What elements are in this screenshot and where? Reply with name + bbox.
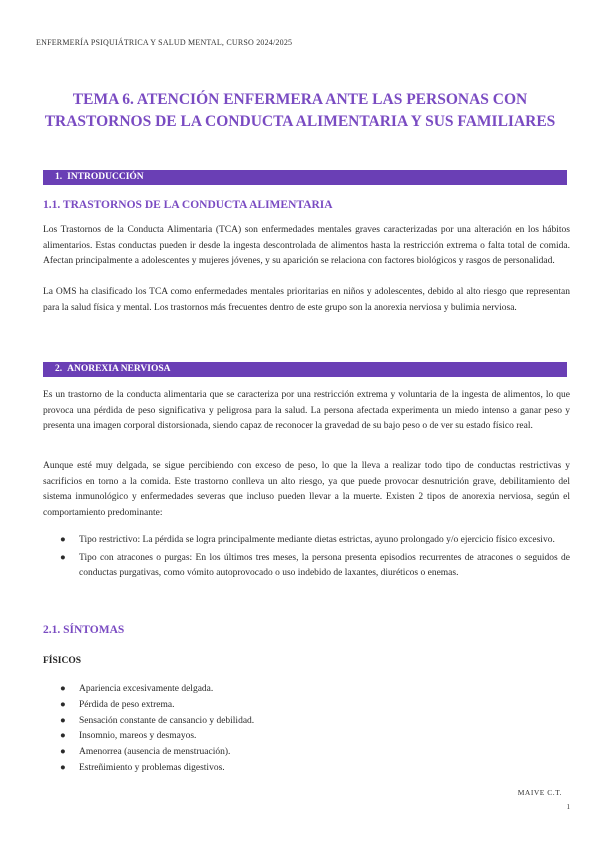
page-title — [40, 89, 560, 133]
paragraph-tca-2: La OMS ha clasificado los TCA como enfermedades mentales prioritarias en niños y adolescentes, debido al alto riesgo que representan para la salud física y mental. Los trastornos más frecuentes dentro de este grupo son la anorexia nerviosa y bulimia nerviosa. — [43, 287, 570, 313]
section-number: 1. — [55, 172, 63, 182]
list-item-text: Sensación constante de cansancio y debilidad. — [79, 715, 255, 726]
page-number: 1 — [566, 803, 570, 811]
bullet-icon: ● — [60, 715, 66, 726]
list-item — [60, 551, 570, 582]
bullet-icon: ● — [60, 762, 66, 773]
paragraph-tca-1: Los Trastornos de la Conducta Alimentaria (TCA) son enfermedades mentales graves caracterizadas por una alteración en los hábitos alimentarios. Estas conductas pueden ir desde la ingesta descontrolada de alimentos hasta la restricción extrema o falta total de comida. Afectan principalmente a adolescentes y mujeres jóvenes, y su aparición se relaciona con factores biológicos y rasgos de personalidad. — [43, 225, 570, 267]
list-item — [60, 729, 570, 745]
list-item-text: Insomnio, mareos y desmayos. — [79, 731, 197, 742]
bullet-icon: ● — [60, 747, 66, 758]
subheading-trastornos: 1.1. TRASTORNOS DE LA CONDUCTA ALIMENTARIA — [43, 199, 333, 211]
list-item-text: Amenorrea (ausencia de menstruación). — [79, 747, 231, 758]
physical-symptoms-list — [60, 682, 570, 777]
anorexia-types-list — [60, 533, 570, 582]
section-number: 2. — [55, 364, 63, 374]
list-item — [60, 714, 570, 730]
list-item-text: Estreñimiento y problemas digestivos. — [79, 762, 225, 773]
bullet-icon: ● — [60, 699, 66, 710]
paragraph-anorexia-2: Aunque esté muy delgada, se sigue percibiendo con exceso de peso, lo que la lleva a realizar todo tipo de conductas restrictivas y sacrificios en torno a la comida. Este trastorno conlleva un alto riesgo, ya que puede provocar desnutrición grave, debilitamiento del sistema inmunológico y enfermedades severas que incluso pueden llevar a la muerte. Existen 2 tipos de anorexia nerviosa, según el comportamiento predominante: — [43, 461, 570, 518]
paragraph-anorexia-1: Es un trastorno de la conducta alimentaria que se caracteriza por una restricción extrema y voluntaria de la ingesta de alimentos, lo que provoca una pérdida de peso significativa y peligrosa para la salud. La persona afectada experimenta un miedo intenso a ganar peso y presenta una imagen corporal distorsionada, siendo capaz de reconocer la gravedad de su bajo peso o de ver su estado físico real. — [43, 390, 570, 432]
bullet-icon: ● — [60, 535, 66, 545]
list-item-text: Tipo restrictivo: La pérdida se logra principalmente mediante dietas estrictas, ayuno prolongado y/o ejercicio físico excesivo. — [79, 535, 555, 545]
running-header: ENFERMERÍA PSIQUIÁTRICA Y SALUD MENTAL, CURSO 2024/2025 — [36, 38, 293, 47]
list-item — [60, 682, 570, 698]
list-item — [60, 745, 570, 761]
list-item-text: Tipo con atracones o purgas: En los últimos tres meses, la persona presenta episodios recurrentes de atracones o seguidos de conductas purgativas, como vómito autoprovocado o uso indebido de laxantes, diuréticos o enemas. — [79, 552, 570, 579]
list-item-text: Pérdida de peso extrema. — [79, 699, 175, 710]
section-bar-anorexia — [43, 362, 567, 377]
section-label: INTRODUCCIÓN — [67, 172, 144, 182]
title-line-1: TEMA 6. ATENCIÓN ENFERMERA ANTE LAS PERSONAS CON — [72, 91, 528, 108]
bullet-icon: ● — [60, 552, 66, 563]
bullet-icon: ● — [60, 731, 66, 742]
label-fisicos: FÍSICOS — [43, 656, 82, 666]
subheading-sintomas: 2.1. SÍNTOMAS — [43, 624, 125, 636]
section-bar-introduccion — [43, 170, 567, 185]
list-item — [60, 698, 570, 714]
list-item — [60, 533, 570, 549]
section-label: ANOREXIA NERVIOSA — [67, 364, 171, 374]
list-item-text: Apariencia excesivamente delgada. — [79, 684, 214, 694]
title-line-2: TRASTORNOS DE LA CONDUCTA ALIMENTARIA Y SUS FAMILIARES — [44, 113, 556, 130]
list-item — [60, 761, 570, 777]
footer-author: MAIVE C.T. — [517, 788, 562, 797]
bullet-icon: ● — [60, 684, 66, 694]
